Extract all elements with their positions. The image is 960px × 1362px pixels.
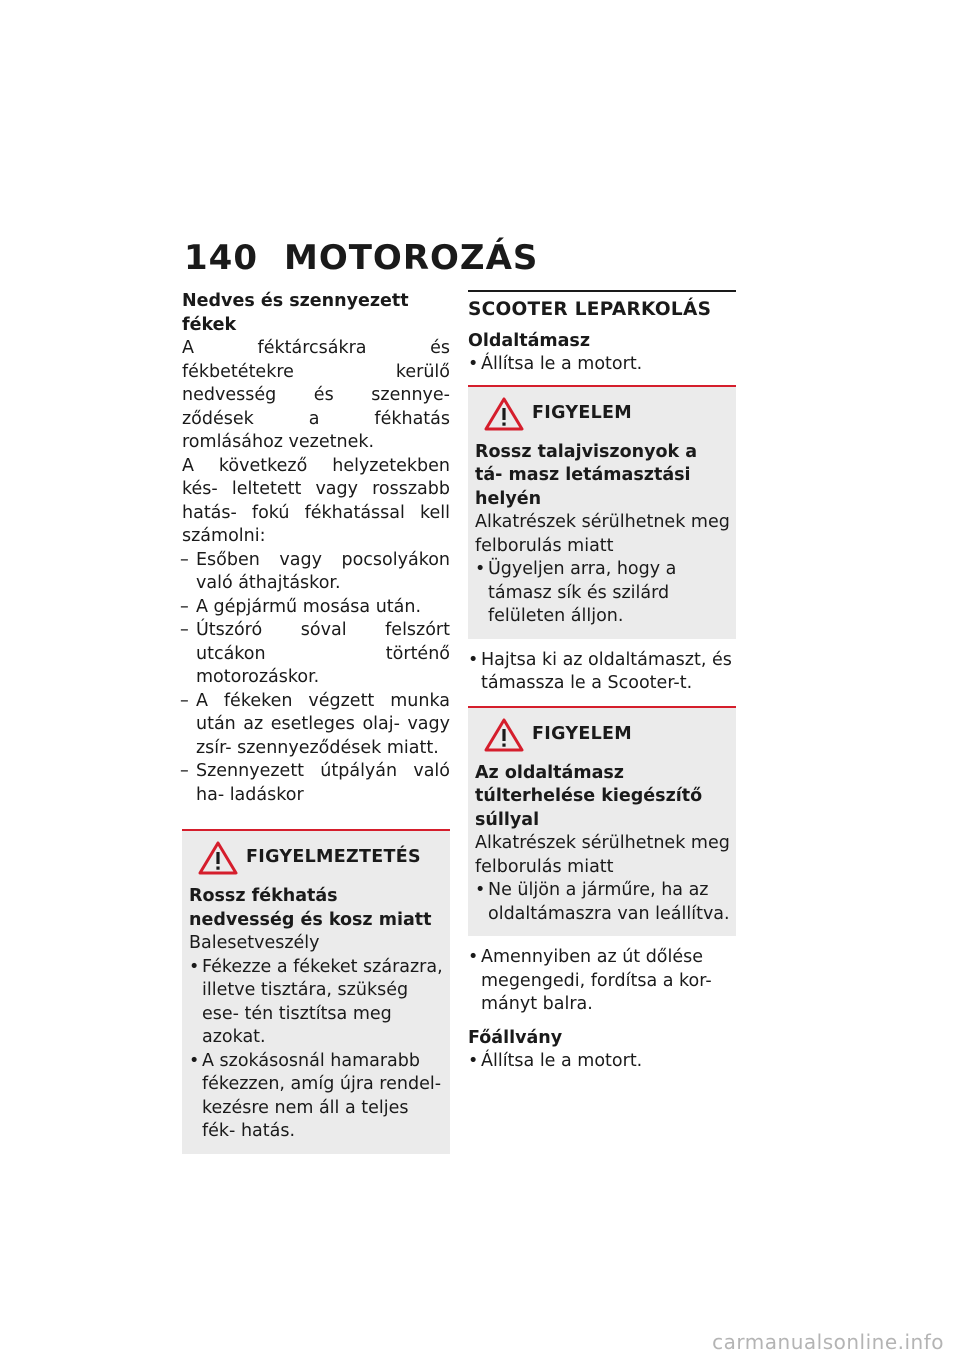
list-item: – Esőben vagy pocsolyákon való áthajtáskor. [182,549,450,596]
caution-box [468,385,736,639]
step-list [468,353,736,377]
list-item: • Ügyeljen arra, hogy a támasz sík és szilárd felületen álljon. [475,558,730,629]
warning-bullet-list [189,956,444,1144]
list-item: • Állítsa le a motort. [468,353,736,377]
right-column [468,290,736,1074]
warning-heading: Rossz fékhatás nedvesség és kosz miatt [189,886,432,930]
list-item: • Amennyiben az út dőlése megengedi, fordítsa a kor- mányt balra. [468,946,736,1017]
list-item: • Állítsa le a motort. [468,1050,736,1074]
caution-title [475,397,730,431]
warning-title [189,841,444,875]
caution-text: Alkatrészek sérülhetnek meg felborulás miatt [475,512,730,556]
warning-triangle-icon [484,718,524,752]
list-item: • Hajtsa ki az oldaltámaszt, és támassza le a Scooter-t. [468,649,736,696]
left-column [182,290,450,1154]
list-item: – A fékeken végzett munka után az esetleges olaj- vagy zsír- szennyeződések miatt. [182,690,450,761]
caution-heading: Az oldaltámasz túlterhelése kiegészítő súllyal [475,762,703,830]
chapter-title: MOTOROZÁS [284,238,539,278]
list-item: – Szennyezett útpályán való ha- ladáskor [182,760,450,807]
step-list [468,1050,736,1074]
caution-bullet-list [475,879,730,926]
warning-triangle-icon [484,397,524,431]
wet-brakes-heading: Nedves és szennyezett fékek [182,291,409,335]
list-item: • Fékezze a fékeket szárazra, illetve tisztára, szükség ese- tén tisztítsa meg azokat. [189,956,444,1050]
list-item: – Útszóró sóval felszórt utcákon történő motorozáskor. [182,619,450,690]
caution-label: FIGYELEM [532,402,632,423]
caution-heading: Rossz talajviszonyok a tá- masz letámasztási helyén [475,441,698,509]
caution-label: FIGYELEM [532,723,632,744]
warning-box [182,829,450,1154]
list-item: • Ne üljön a járműre, ha az oldaltámaszra van leállítva. [475,879,730,926]
side-stand-heading: Oldaltámasz [468,330,591,351]
section-title: SCOOTER LEPARKOLÁS [468,290,736,322]
watermark: carmanualsonline.info [712,1330,944,1354]
warning-text: Balesetveszély [189,933,320,953]
wet-brakes-paragraph-1: A féktárcsákra és fékbetétekre kerülő nedvesség és szennye- ződések a fékhatás romlásához vezetnek. [182,338,450,452]
caution-text: Alkatrészek sérülhetnek meg felborulás miatt [475,833,730,877]
warning-triangle-icon [198,841,238,875]
caution-box [468,706,736,937]
caution-bullet-list [475,558,730,629]
step-list [468,946,736,1017]
page-number: 140 [184,238,258,278]
warning-label: FIGYELMEZTETÉS [246,847,421,868]
list-item: – A gépjármű mosása után. [182,596,450,620]
center-stand-heading: Főállvány [468,1027,563,1048]
caution-title [475,718,730,752]
step-list [468,649,736,696]
situation-list [182,549,450,808]
list-item: • A szokásosnál hamarabb fékezzen, amíg újra rendel- kezésre nem áll a teljes fék- hatás. [189,1050,444,1144]
page-header [184,238,538,278]
wet-brakes-paragraph-2: A következő helyzetekben kés- leltetett vagy rosszabb hatás- fokú fékhatással kell számolni: [182,455,450,546]
